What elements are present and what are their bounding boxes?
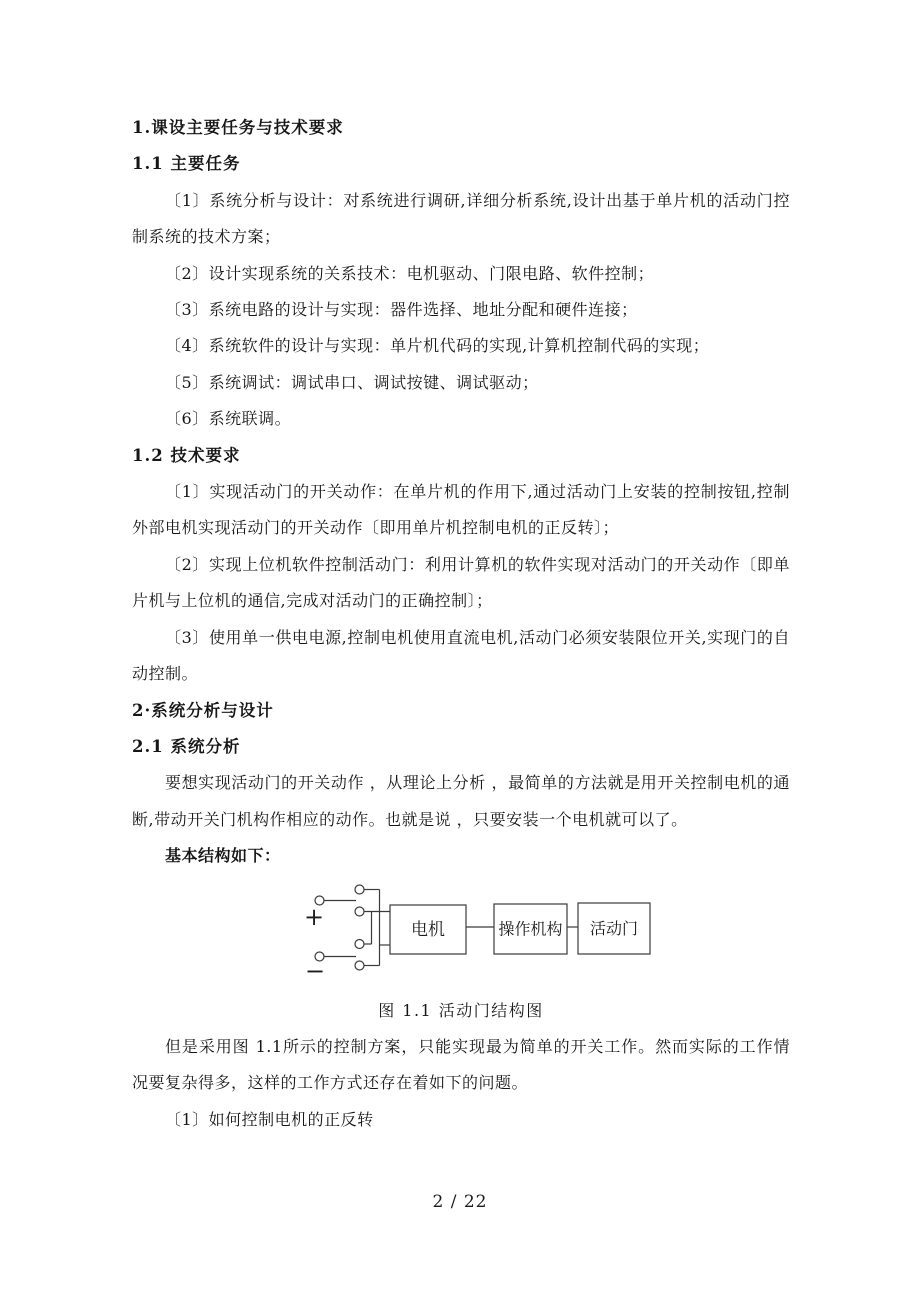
block-mechanism-label: 操作机构 <box>498 919 563 939</box>
figure-caption: 图 1.1 活动门结构图 <box>378 1000 544 1020</box>
page-number: 2 / 22 <box>432 1192 488 1212</box>
requirement-item-1: 〔1〕实现活动门的开关动作：在单片机的作用下,通过活动门上安装的控制按钮,控制外部电机实现活动门的开关动作〔即用单片机控制电机的正反转〕； <box>132 482 790 538</box>
figure-1-1 <box>132 875 790 993</box>
task-item-3: 〔3〕系统电路的设计与实现：器件选择、地址分配和硬件连接； <box>165 300 638 320</box>
task-item-5: 〔5〕系统调试：调试串口、调试按键、调试驱动； <box>165 372 539 392</box>
task-item-1: 〔1〕系统分析与设计：对系统进行调研,详细分析系统,设计出基于单片机的活动门控制系统的技术方案； <box>132 190 790 247</box>
door-structure-diagram <box>132 875 790 993</box>
problem-item-1: 〔1〕如何控制电机的正反转 <box>165 1109 374 1129</box>
heading-section-1: 1.课设主要任务与技术要求 <box>132 118 344 137</box>
discussion-paragraph: 但是采用图 1.1所示的控制方案，只能实现最为简单的开关工作。然而实际的工作情况要复杂得多，这样的工作方式还存在着如下的问题。 <box>132 1036 790 1093</box>
heading-section-2-1: 2.1 系统分析 <box>132 736 241 756</box>
requirement-item-3: 〔3〕使用单一供电电源,控制电机使用直流电机,活动门必须安装限位开关,实现门的自动控制。 <box>132 627 790 684</box>
block-motor-label: 电机 <box>411 919 445 940</box>
block-motor <box>390 905 466 954</box>
basic-structure-lead-in: 基本结构如下： <box>165 846 281 866</box>
heading-section-1-1: 1.1 主要任务 <box>132 154 241 174</box>
switch-contact-circles <box>355 885 364 970</box>
block-door <box>578 903 650 954</box>
block-mechanism <box>494 904 567 954</box>
task-item-6: 〔6〕系统联调。 <box>165 409 292 429</box>
document-body <box>132 110 790 1138</box>
analysis-paragraph: 要想实现活动门的开关动作 ，从理论上分析 ，最简单的方法就是用开关控制电机的通断,带动开关门机构作相应的动作。也就是说 ，只要安装一个电机就可以了。 <box>132 773 790 829</box>
minus-terminal-label: − <box>304 956 326 985</box>
block-door-label: 活动门 <box>589 918 639 938</box>
heading-section-2: 2·系统分析与设计 <box>132 700 274 720</box>
task-item-4: 〔4〕系统软件的设计与实现：单片机代码的实现,计算机控制代码的实现； <box>165 336 710 356</box>
requirement-item-2: 〔2〕实现上位机软件控制活动门：利用计算机的软件实现对活动门的开关动作〔即单片机与上位机的通信,完成对活动门的正确控制〕； <box>132 554 790 611</box>
heading-section-1-2: 1.2 技术要求 <box>132 445 241 465</box>
task-item-2: 〔2〕设计实现系统的关系技术：电机驱动、门限电路、软件控制； <box>165 263 655 283</box>
plus-terminal-label: + <box>303 902 325 931</box>
